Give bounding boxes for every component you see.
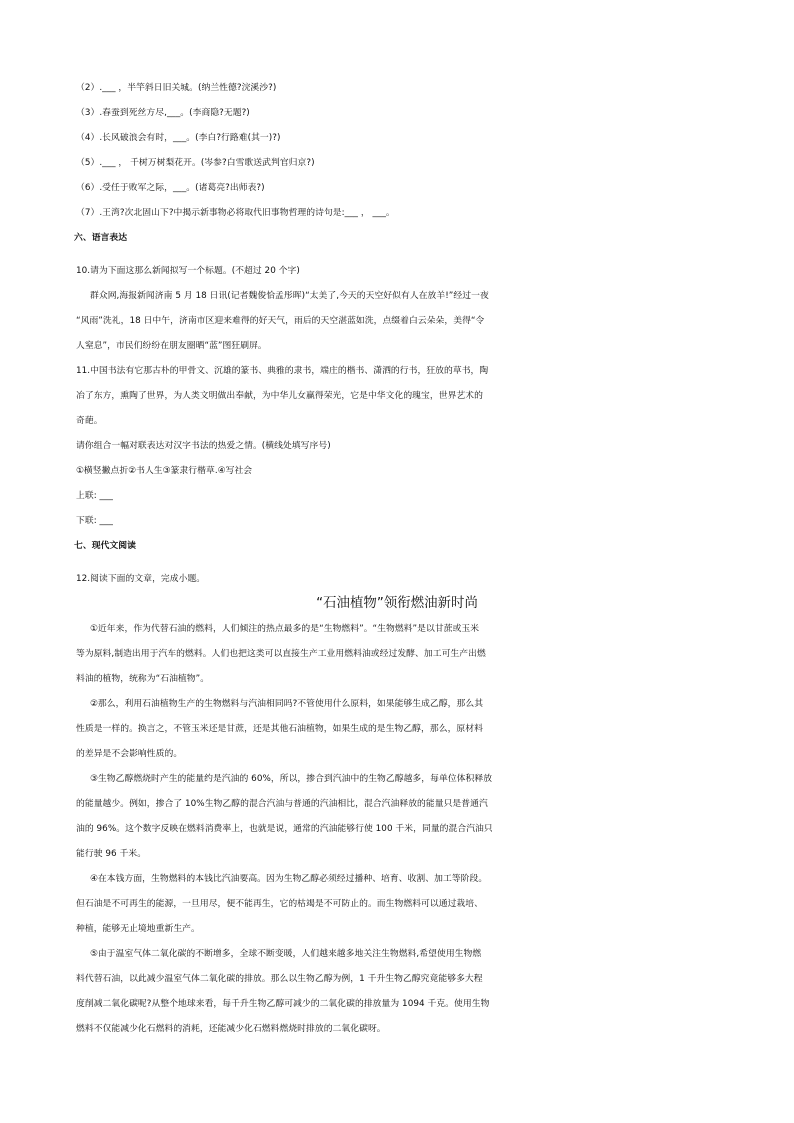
poem-item-5: （5）.___ ， 千树万树梨花开。(岑参?白雪歌送武判官归京?) — [76, 158, 315, 168]
question-11-options: ①横竖撇点折②书人生③篆隶行楷草.④写社会 — [76, 466, 253, 476]
question-11-line: 11.中国书法有它那古朴的甲骨文、沉雄的篆书、典雅的隶书，端庄的楷书、潇洒的行书，狂放的草书，陶 — [76, 366, 489, 376]
paragraph-3-line: 的能量越少。例如，掺合了 10%生物乙醇的混合汽油与普通的汽油相比，混合汽油释放的能量只是普通汽 — [76, 799, 488, 809]
news-paragraph-line: 人窒息”，市民们纷纷在朋友圈晒“蓝”图狂刷屏。 — [76, 341, 267, 351]
question-11-line: 冶了东方，熏陶了世界，为人类文明做出奉献，为中华儿女赢得荣光，它是中华文化的瑰宝，世界艺术的 — [76, 391, 483, 401]
poem-item-4: （4）.长风破浪会有时，___。(李白?行路难(其一)?) — [76, 133, 281, 143]
upper-couplet-blank: 上联: ___ — [76, 491, 113, 501]
question-11-instruction: 请你组合一幅对联表达对汉字书法的热爱之情。(横线处填写序号) — [76, 441, 331, 451]
section-heading-language: 六、语言表达 — [74, 233, 128, 243]
paragraph-1-line: 等为原料,制造出用于汽车的燃料。人们也把这类可以直接生产工业用燃料油或经过发酵、加工可生产出燃 — [76, 649, 486, 659]
paragraph-4-line: 但石油是不可再生的能源，一旦用尽，便不能再生，它的枯竭是不可防止的。而生物燃料可以通过栽培、 — [76, 899, 483, 909]
article-title: “石油植物”领衔燃油新时尚 — [316, 596, 478, 611]
news-paragraph-line: “风雨”洗礼，18 日中午，济南市区迎来难得的好天气，雨后的天空湛蓝如洗，点缀着白云朵朵，美得“令 — [76, 316, 485, 326]
poem-item-3: （3）.春蚕到死丝方尽,___。(李商隐?无题?) — [76, 108, 250, 118]
poem-item-7: （7）.王湾?次北固山下?中揭示新事物必将取代旧事物哲理的诗句是:___ ， ___。 — [76, 208, 395, 218]
paragraph-3-line: 油的 96%。这个数字反映在燃料消费率上，也就是说，通常的汽油能够行使 100 千米，同量的混合汽油只 — [76, 824, 493, 834]
paragraph-4-line: 种植，能够无止境地重新生产。 — [76, 924, 200, 934]
paragraph-1-line: ①近年来，作为代替石油的燃料，人们倾注的热点最多的是“生物燃料”。“生物燃料”是以甘蔗或玉米 — [90, 624, 480, 634]
poem-item-2: （2）.___ ，半竿斜日旧关城。(纳兰性德?浣溪沙?) — [76, 83, 277, 93]
paragraph-3-line: ③生物乙醇燃烧时产生的能量约是汽油的 60%，所以，掺合到汽油中的生物乙醇越多，每单位体积释放 — [90, 774, 493, 784]
paragraph-5-line: 料代替石油，以此减少温室气体二氧化碳的排放。那么以生物乙醇为例，1 千升生物乙醇究竟能够多大程 — [76, 974, 483, 984]
paragraph-3-line: 能行驶 96 千米。 — [76, 849, 147, 859]
question-12-stem: 12.阅读下面的文章，完成小题。 — [76, 574, 206, 584]
paragraph-1-line: 料油的植物，统称为“石油植物”。 — [76, 674, 210, 684]
paragraph-2-line: ②那么，利用石油植物生产的生物燃料与汽油相同吗?不管使用什么原料，如果能够生成乙醇，那么其 — [90, 699, 484, 709]
poem-item-6: （6）.受任于败军之际，___。(诸葛亮?出师表?) — [76, 183, 265, 193]
section-heading-reading: 七、现代文阅读 — [74, 541, 136, 551]
paragraph-5-line: 燃料不仅能减少化石燃料的消耗，还能减少化石燃料燃烧时排放的二氧化碳呀。 — [76, 1024, 386, 1034]
paragraph-5-line: ⑤由于温室气体二氧化碳的不断增多，全球不断变暖，人们越来越多地关注生物燃料,希望使用生物燃 — [90, 949, 482, 959]
news-paragraph-line: 群众网,海报新闻济南 5 月 18 日讯(记者魏俊恰孟彤晖)“太美了,今天的天空好似有人在放羊!”经过一夜 — [90, 291, 489, 301]
question-11-line: 奇葩。 — [76, 416, 103, 426]
paragraph-5-line: 度削减二氧化碳呢?从整个地球来看，每千升生物乙醇可减少的二氧化碳的排放量为 1094 千克。使用生物 — [76, 999, 490, 1009]
paragraph-2-line: 的差异是不会影响性质的。 — [76, 749, 183, 759]
paragraph-2-line: 性质是一样的。换言之，不管玉米还是甘蔗，还是其他石油植物，如果生成的是生物乙醇，那么，原材料 — [76, 724, 483, 734]
paragraph-4-line: ④在本钱方面，生物燃料的本钱比汽油要高。因为生物乙醇必须经过播种、培育、收割、加工等阶段。 — [90, 874, 488, 884]
question-10-stem: 10.请为下面这那么新闻拟写一个标题。(不超过 20 个字) — [76, 266, 300, 276]
lower-couplet-blank: 下联: ___ — [76, 516, 113, 526]
